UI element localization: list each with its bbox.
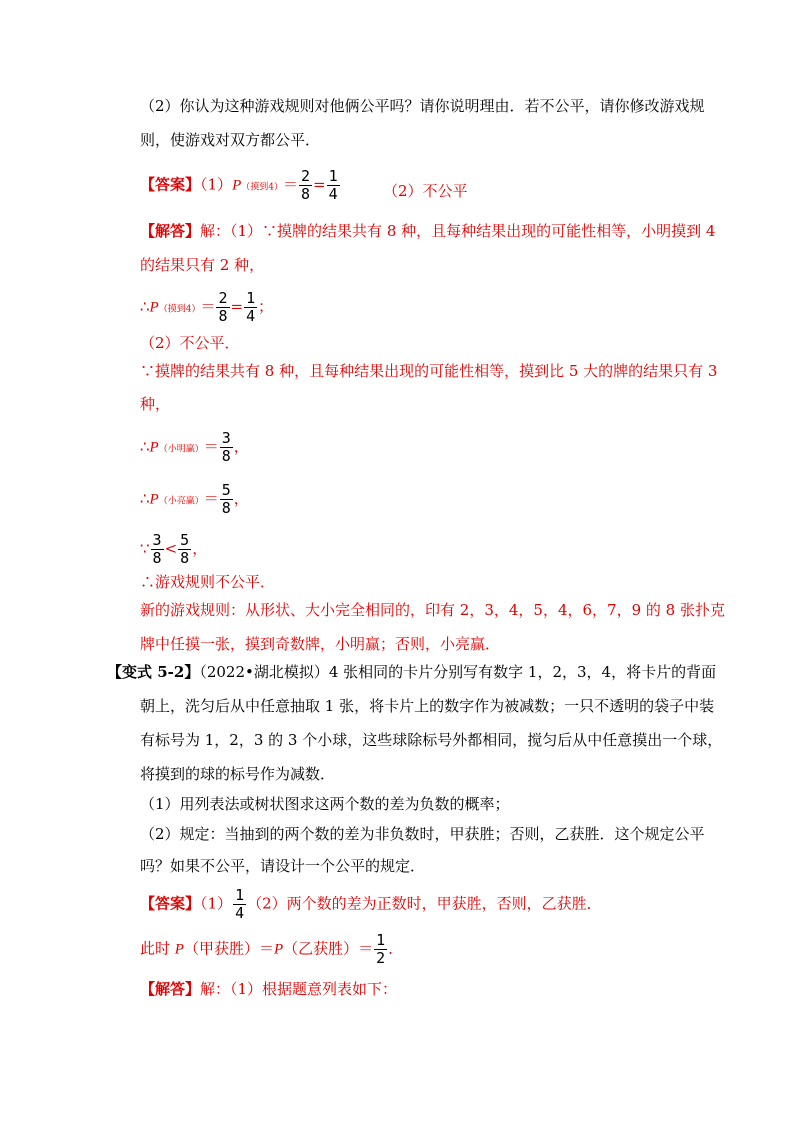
- solution-1-line4: （2）不公平．: [140, 334, 240, 352]
- probability-symbol: P: [174, 941, 184, 958]
- fraction-two-eighths: [216, 290, 229, 325]
- variant-text: （2022•湖北模拟）4 张相同的卡片分别写有数字 1，2，3，4，将卡片的背面: [199, 663, 717, 681]
- fraction-five-eighths: [220, 482, 233, 517]
- solution-text: 解：（1）∵摸牌的结果共有 8 种，且每种结果出现的可能性相等，小明摸到 4: [200, 222, 716, 240]
- fraction-numerator: 1: [246, 289, 256, 307]
- probability-subscript: （小亮赢）: [158, 496, 204, 507]
- equals-sign: =: [230, 297, 244, 316]
- solution-1-line3: [140, 290, 273, 325]
- fraction-numerator: 3: [152, 531, 162, 549]
- answer-part1: （1）: [200, 175, 233, 194]
- therefore-symbol: ∴: [140, 297, 150, 316]
- comma: ，: [233, 489, 249, 508]
- probability-subscript: （摸到4）: [241, 182, 283, 193]
- equals-sign: ＝: [200, 297, 216, 316]
- variant-line1: [107, 662, 716, 682]
- equals-sign: =: [313, 175, 326, 194]
- fraction-denominator: 4: [246, 307, 256, 325]
- answer-label: 【答案】: [140, 175, 201, 194]
- fraction-one-quarter: [244, 290, 257, 325]
- solution-label: 【解答】: [140, 980, 201, 998]
- fraction-denominator: 4: [328, 185, 338, 203]
- solution-1-line12: 牌中任摸一张，摸到奇数牌，小明赢；否则，小亮赢．: [140, 635, 501, 653]
- equals-sign: ＝: [203, 489, 219, 508]
- therefore-symbol: ∴: [140, 437, 150, 456]
- variant-line4: 将摸到的球的标号作为减数．: [140, 765, 336, 783]
- fraction-denominator: 8: [218, 307, 228, 325]
- fraction-denominator: 4: [235, 904, 245, 922]
- fraction-one-quarter: [233, 887, 246, 922]
- solution-1-line1: [140, 221, 715, 241]
- solution-1-line10: ∴游戏规则不公平．: [140, 573, 276, 591]
- equals-sign: ＝: [203, 437, 219, 456]
- fraction-five-eighths: [178, 532, 191, 567]
- because-symbol: ∵: [140, 539, 150, 558]
- fraction-denominator: 2: [376, 949, 386, 967]
- solution-1-line5: ∵摸牌的结果共有 8 种，且每种结果出现的可能性相等，摸到比 5 大的牌的结果只有 3: [140, 362, 718, 380]
- answer-2-line1: [140, 887, 602, 922]
- probability-symbol: P: [273, 941, 284, 958]
- fraction-numerator: 2: [300, 167, 311, 185]
- fraction-numerator: 1: [376, 931, 386, 949]
- answer-1-line: [140, 168, 341, 203]
- probability-symbol: P: [232, 177, 242, 194]
- solution-label: 【解答】: [140, 222, 201, 240]
- solution-1-line6: 种，: [140, 395, 171, 413]
- player-b-wins: （乙获胜）＝: [283, 939, 374, 958]
- fraction-numerator: 5: [180, 531, 190, 549]
- fraction-numerator: 1: [235, 886, 245, 904]
- answer-part2: （2）不公平: [383, 182, 468, 200]
- variant-line3: 有标号为 1，2，3 的 3 个小球，这些球除标号外都相同，搅匀后从中任意摸出一个球，: [140, 731, 723, 749]
- semicolon: ；: [258, 297, 274, 316]
- fraction-numerator: 2: [218, 289, 228, 307]
- answer-2-line2: [140, 932, 403, 967]
- less-than-sign: <: [164, 539, 178, 558]
- probability-symbol: P: [149, 439, 159, 456]
- variant-line6: （2）规定：当抽到的两个数的差为非负数时，甲获胜；否则，乙获胜．这个规定公平: [140, 825, 705, 843]
- fraction-one-half: [374, 932, 387, 967]
- fraction-denominator: 8: [221, 447, 231, 465]
- fraction-one-quarter: [327, 168, 340, 203]
- question-2-line2: 则，使游戏对双方都公平．: [140, 131, 321, 149]
- solution-1-line7: [140, 430, 249, 465]
- period: ．: [388, 939, 404, 958]
- fraction-denominator: 8: [180, 549, 190, 567]
- therefore-symbol: ∴: [140, 489, 150, 508]
- answer-label: 【答案】: [140, 894, 201, 913]
- solution-2-line1: [140, 979, 397, 999]
- fraction-three-eighths: [220, 430, 233, 465]
- answer-part2: （2）两个数的差为正数时，甲获胜，否则，乙获胜．: [247, 894, 602, 913]
- fraction-numerator: 3: [221, 429, 231, 447]
- answer-2-prefix: 此时: [140, 939, 175, 958]
- comma: ，: [192, 539, 208, 558]
- fraction-three-eighths: [151, 532, 164, 567]
- fraction-numerator: 5: [221, 481, 231, 499]
- solution-1-line2: 的结果只有 2 种，: [140, 256, 265, 274]
- probability-symbol: P: [149, 299, 159, 316]
- fraction-denominator: 8: [221, 499, 231, 517]
- question-2-line1: （2）你认为这种游戏规则对他俩公平吗？请你说明理由．若不公平，请你修改游戏规: [140, 97, 705, 115]
- solution-1-line11: 新的游戏规则：从形状、大小完全相同的，印有 2，3，4，5，4，6，7，9 的 8 张扑克: [140, 601, 725, 619]
- probability-subscript: （小明赢）: [158, 444, 204, 455]
- variant-line7: 吗？如果不公平，请设计一个公平的规定．: [140, 857, 426, 875]
- solution-1-line8: [140, 482, 249, 517]
- player-a-wins: （甲获胜）＝: [183, 939, 274, 958]
- fraction-denominator: 8: [300, 185, 311, 203]
- variant-line5: （1）用列表法或树状图求这两个数的差为负数的概率；: [140, 795, 510, 813]
- fraction-numerator: 1: [328, 167, 338, 185]
- solution-text: 解：（1）根据题意列表如下：: [200, 980, 398, 998]
- probability-symbol: P: [149, 491, 159, 508]
- variant-line2: 朝上，洗匀后从中任意抽取 1 张，将卡片上的数字作为被减数；一只不透明的袋子中装: [140, 697, 715, 715]
- fraction-two-eighths: [299, 168, 312, 203]
- probability-subscript: （摸到4）: [158, 304, 201, 315]
- equals-sign: ＝: [282, 175, 298, 194]
- comma: ，: [233, 437, 249, 456]
- answer-part1: （1）: [200, 894, 233, 913]
- solution-1-line9: [140, 532, 207, 567]
- fraction-denominator: 8: [152, 549, 162, 567]
- variant-label: 【变式 5-2】: [107, 663, 200, 681]
